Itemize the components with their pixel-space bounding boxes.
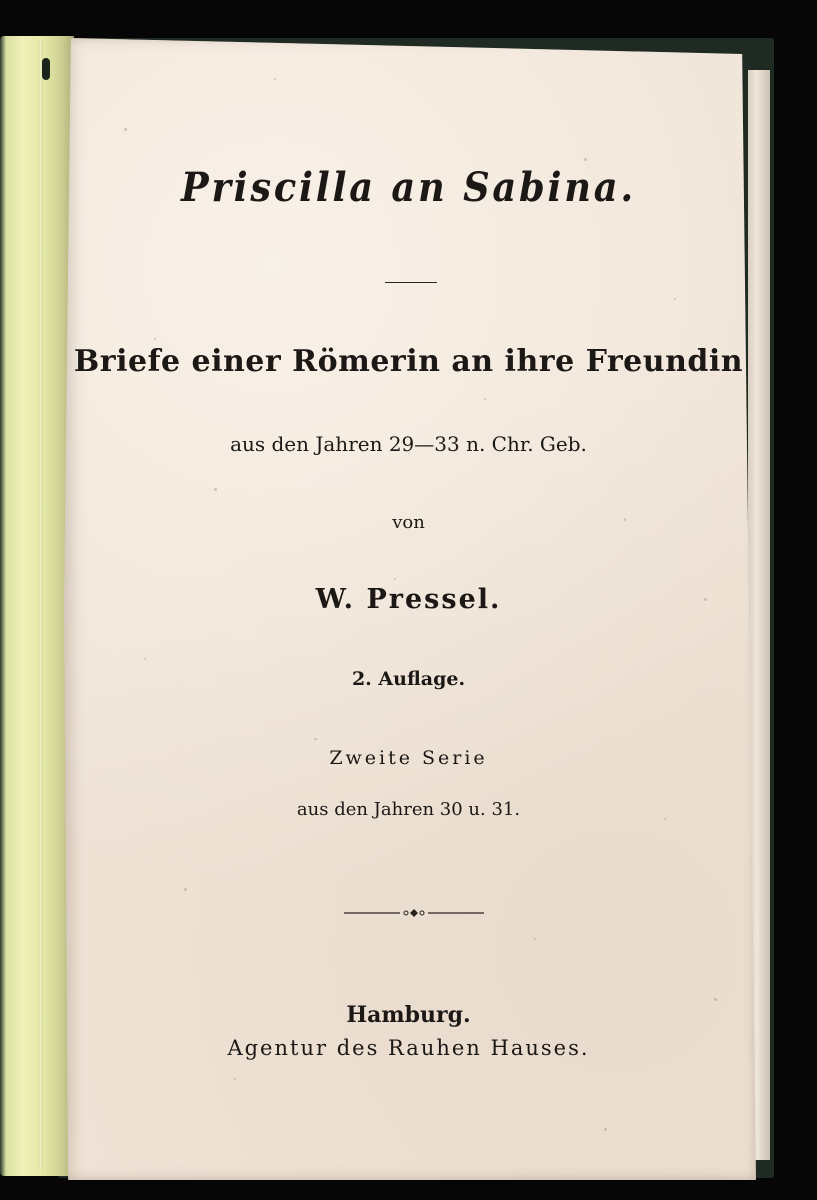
years-line: aus den Jahren 29—33 n. Chr. Geb. xyxy=(230,432,587,456)
paper-speck xyxy=(154,338,156,340)
edition-label: 2. Auflage. xyxy=(351,668,466,690)
book-subtitle: Briefe einer Römerin an ihre Freundin xyxy=(73,344,744,379)
paper-speck xyxy=(124,128,127,131)
paper-speck xyxy=(584,158,587,161)
paper-speck xyxy=(484,398,486,400)
publisher-city: Hamburg. xyxy=(346,1002,471,1028)
by-line: von xyxy=(392,512,425,533)
title-divider xyxy=(385,282,437,283)
paper-speck xyxy=(674,298,676,300)
ornament-divider-icon xyxy=(344,903,484,923)
book-title: Priscilla an Sabina. xyxy=(181,164,636,211)
paper-speck xyxy=(234,1078,236,1080)
paper-speck xyxy=(394,578,396,580)
series-years: aus den Jahren 30 u. 31. xyxy=(296,799,521,820)
paper-speck xyxy=(184,888,187,891)
paper-speck xyxy=(214,488,217,491)
spine-tear xyxy=(42,58,50,80)
series-label: Zweite Serie xyxy=(329,747,488,769)
publisher-name: Agentur des Rauhen Hauses. xyxy=(227,1036,590,1060)
author-name: W. Pressel. xyxy=(315,584,502,615)
paper-speck xyxy=(144,658,146,660)
paper-speck xyxy=(314,738,317,740)
paper-speck xyxy=(274,78,276,80)
paper-speck xyxy=(534,938,536,940)
paper-speck xyxy=(604,1128,607,1131)
paper-speck xyxy=(714,998,717,1001)
